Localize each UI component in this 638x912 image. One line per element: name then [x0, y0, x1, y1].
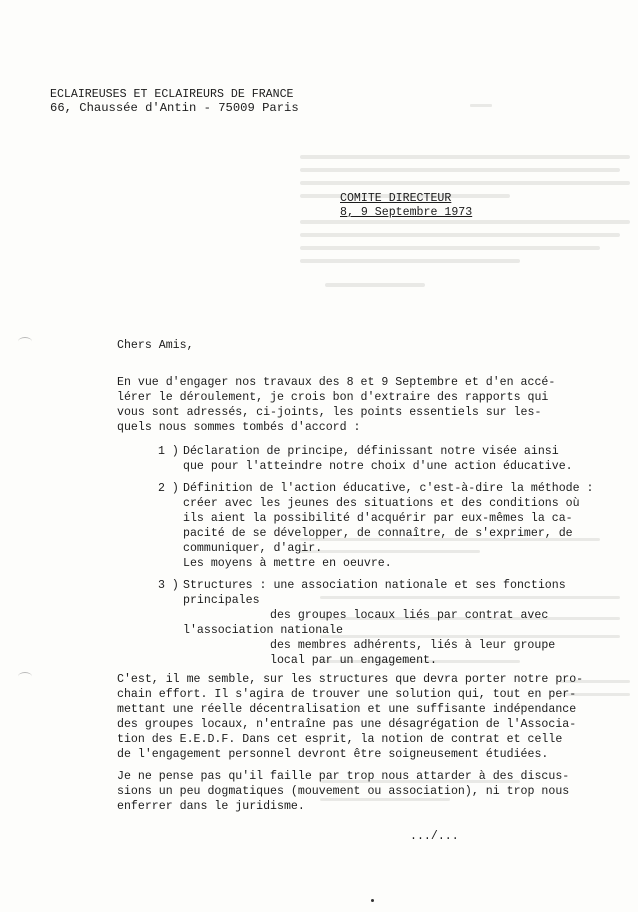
- paragraph-line: C'est, il me semble, sur les structures que devra porter notre pro-: [117, 673, 584, 686]
- salutation: Chers Amis,: [117, 339, 194, 352]
- paragraph-line: de l'engagement personnel devront être soigneusement étudiées.: [117, 748, 549, 761]
- intro-line: lérer le déroulement, je crois bon d'extraire des rapports qui: [117, 391, 549, 404]
- point-line: Structures : une association nationale et ses fonctions: [183, 579, 566, 592]
- organization-name: ECLAIREUSES ET ECLAIREURS DE FRANCE: [50, 88, 294, 101]
- point-line: Définition de l'action éducative, c'est-à-dire la méthode :: [183, 482, 594, 495]
- point-line: ils aient la possibilité d'acquérir par eux-mêmes la ca-: [183, 512, 573, 525]
- paragraph-line: sions un peu dogmatiques (mouvement ou association), ni trop nous: [117, 785, 570, 798]
- paragraph-line: mettant une réelle décentralisation et une suffisante indépendance: [117, 703, 577, 716]
- organization-address: 66, Chaussée d'Antin - 75009 Paris: [50, 101, 299, 115]
- binder-hole-mark: [18, 337, 32, 346]
- intro-line: vous sont adressés, ci-joints, les points essentiels sur les-: [117, 406, 542, 419]
- paragraph-line: des groupes locaux, n'entraîne pas une désagrégation de l'Associa-: [117, 718, 577, 731]
- point-line: des membres adhérents, liés à leur groupe: [270, 639, 556, 652]
- point-number: 2 ): [158, 482, 179, 495]
- intro-line: quels nous sommes tombés d'accord :: [117, 421, 361, 434]
- point-line: pacité de se développer, de connaître, de s'exprimer, de: [183, 527, 573, 540]
- point-number: 3 ): [158, 579, 179, 592]
- point-line: Déclaration de principe, définissant notre visée ainsi: [183, 445, 559, 458]
- paragraph-line: Je ne pense pas qu'il faille par trop nous attarder à des discus-: [117, 770, 570, 783]
- point-number: 1 ): [158, 445, 179, 458]
- intro-line: En vue d'engager nos travaux des 8 et 9 Septembre et d'en accé-: [117, 376, 556, 389]
- meeting-date: 8, 9 Septembre 1973: [340, 206, 473, 219]
- continuation-marker: .../...: [410, 830, 459, 843]
- meeting-title: COMITE DIRECTEUR: [340, 192, 452, 205]
- ink-speck: [371, 899, 374, 902]
- point-line: Les moyens à mettre en oeuvre.: [183, 557, 392, 570]
- point-line: communiquer, d'agir.: [183, 542, 323, 555]
- paragraph-line: chain effort. Il s'agira de trouver une solution qui, tout en per-: [117, 688, 577, 701]
- point-line: que pour l'atteindre notre choix d'une action éducative.: [183, 460, 573, 473]
- point-line: local par un engagement.: [270, 654, 437, 667]
- point-line: des groupes locaux liés par contrat avec: [270, 609, 549, 622]
- point-line: l'association nationale: [183, 624, 344, 637]
- point-line: principales: [183, 594, 260, 607]
- point-line: créer avec les jeunes des situations et des conditions où: [183, 497, 580, 510]
- paragraph-line: enferrer dans le juridisme.: [117, 800, 305, 813]
- binder-hole-mark: [18, 672, 32, 681]
- paragraph-line: tion des E.E.D.F. Dans cet esprit, la notion de contrat et celle: [117, 733, 563, 746]
